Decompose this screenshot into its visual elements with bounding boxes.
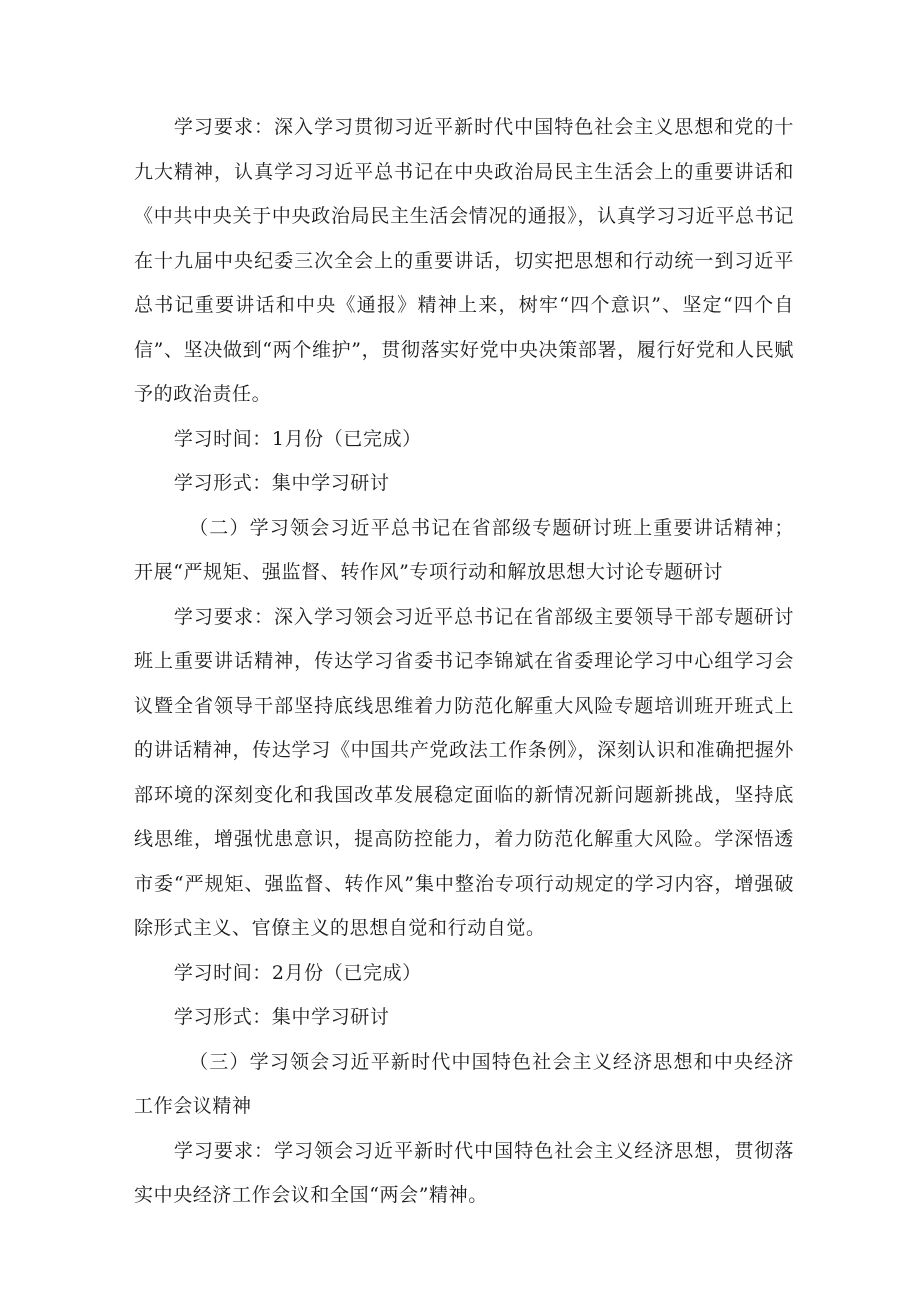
- section-heading-2: （二）学习领会习近平总书记在省部级专题研讨班上重要讲话精神；开展“严规矩、强监督、转作风”专项行动和解放思想大讨论专题研讨: [134, 516, 794, 583]
- study-format-2: 学习形式：集中学习研讨: [173, 1006, 390, 1028]
- section-heading-3: （三）学习领会习近平新时代中国特色社会主义经济思想和中央经济工作会议精神: [134, 1050, 794, 1117]
- study-time-2: 学习时间：2月份（已完成）: [173, 961, 422, 984]
- study-requirements-paragraph-2: 学习要求：深入学习领会习近平总书记在省部级主要领导干部专题研讨班上重要讲话精神，传达学习省委书记李锦斌在省委理论学习中心组学习会议暨全省领导干部坚持底线思维着力防范化解重大风险专题培训班开班式上的讲话精神，传达学习《中国共产党政法工作条例》，深刻认识和准确把握外部环境的深刻变化和我国改革发展稳定面临的新情况新问题新挑战，坚持底线思维，增强忧患意识，提高防控能力，着力防范化解重大风险。学深悟透市委“严规矩、强监督、转作风”集中整治专项行动规定的学习内容，增强破除形式主义、官僚主义的思想自觉和行动自觉。: [134, 605, 794, 939]
- study-format-1: 学习形式：集中学习研讨: [173, 472, 390, 494]
- study-time-1: 学习时间：1月份（已完成）: [173, 427, 422, 450]
- study-requirements-paragraph-3: 学习要求：学习领会习近平新时代中国特色社会主义经济思想，贯彻落实中央经济工作会议和全国“两会”精神。: [134, 1139, 794, 1206]
- document-body: [134, 105, 794, 1218]
- study-requirements-paragraph-1: 学习要求：深入学习贯彻习近平新时代中国特色社会主义思想和党的十九大精神，认真学习习近平总书记在中央政治局民主生活会上的重要讲话和《中共中央关于中央政治局民主生活会情况的通报》，认真学习习近平总书记在十九届中央纪委三次全会上的重要讲话，切实把思想和行动统一到习近平总书记重要讲话和中央《通报》精神上来，树牢“四个意识”、坚定“四个自信”、坚决做到“两个维护”，贯彻落实好党中央决策部署，履行好党和人民赋予的政治责任。: [134, 116, 794, 405]
